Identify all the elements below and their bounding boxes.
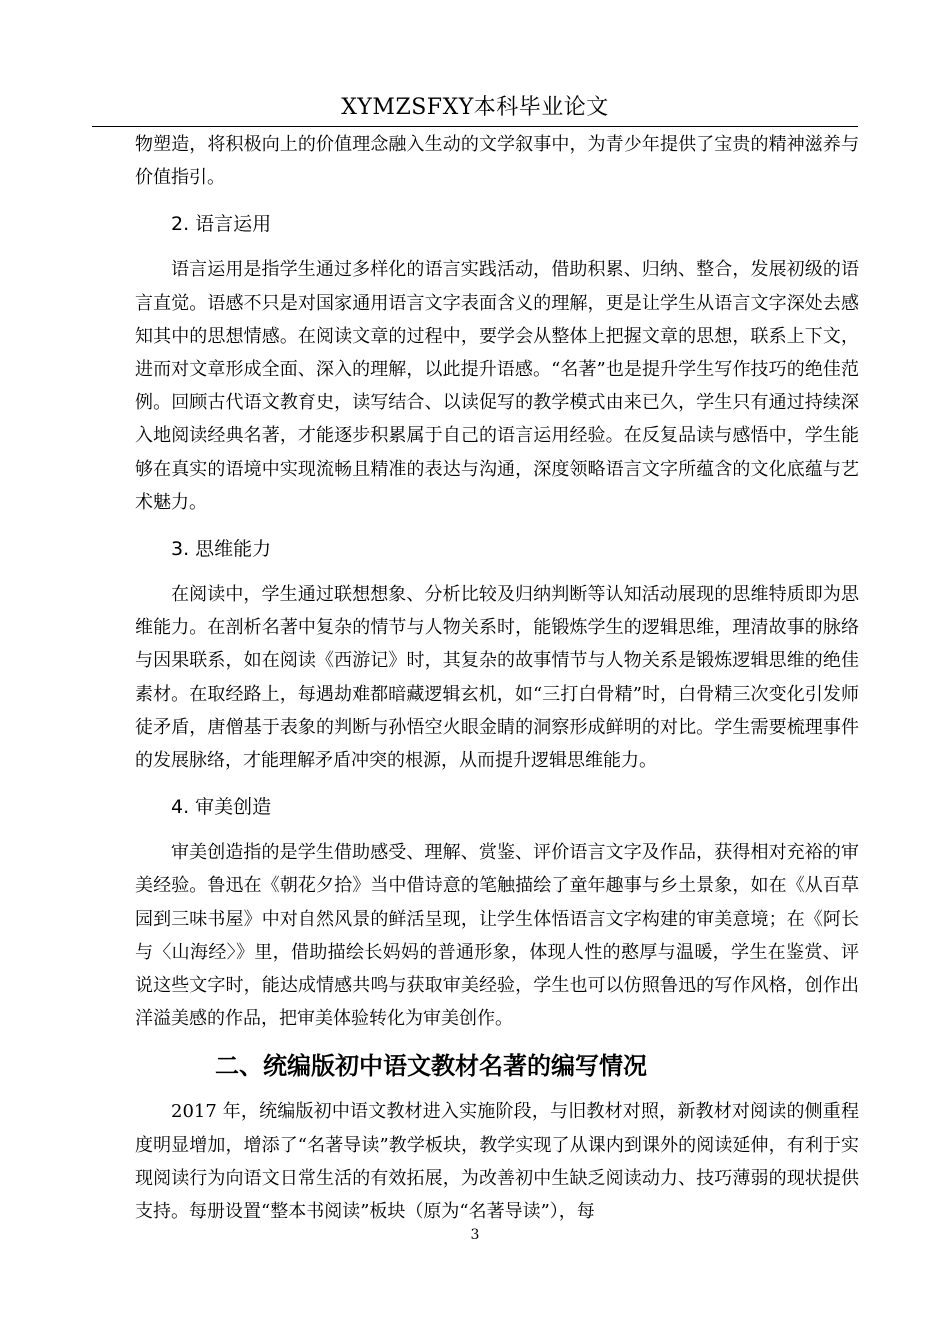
- page-content: [135, 128, 859, 1228]
- subheading-aesthetic-creation: 4. 审美创造: [171, 796, 272, 819]
- paragraph-language-use: 语言运用是指学生通过多样化的语言实践活动，借助积累、归纳、整合，发展初级的语言直觉。语感不只是对国家通用语言文字表面含义的理解，更是让学生从语言文字深处去感知其中的思想情感。在阅读文章的过程中，要学会从整体上把握文章的思想，联系上下文，进而对文章形成全面、深入的理解，以此提升语感。“名著”也是提升学生写作技巧的绝佳范例。回顾古代语文教育史，读写结合、以读促写的教学模式由来已久，学生只有通过持续深入地阅读经典名著，才能逐步积累属于自己的语言运用经验。在反复品读与感悟中，学生能够在真实的语境中实现流畅且精准的表达与沟通，深度领略语言文字所蕴含的文化底蕴与艺术魅力。: [135, 259, 859, 513]
- continued-paragraph: 物塑造，将积极向上的价值理念融入生动的文学叙事中，为青少年提供了宝贵的精神滋养与价值指引。: [135, 134, 859, 189]
- header-rule: [92, 126, 858, 127]
- subheading-language-use: 2. 语言运用: [171, 213, 272, 236]
- section-heading: 二、统编版初中语文教材名著的编写情况: [215, 1052, 647, 1081]
- page-number: 3: [470, 1227, 480, 1243]
- running-header: XYMZSFXY本科毕业论文: [341, 95, 609, 120]
- paragraph-thinking-ability: 在阅读中，学生通过联想想象、分析比较及归纳判断等认知活动展现的思维特质即为思维能力。在剖析名著中复杂的情节与人物关系时，能锻炼学生的逻辑思维，理清故事的脉络与因果联系，如在阅读《西游记》时，其复杂的故事情节与人物关系是锻炼逻辑思维的绝佳素材。在取经路上，每遇劫难都暗藏逻辑玄机，如“三打白骨精”时，白骨精三次变化引发师徒矛盾，唐僧基于表象的判断与孙悟空火眼金睛的洞察形成鲜明的对比。学生需要梳理事件的发展脉络，才能理解矛盾冲突的根源，从而提升逻辑思维能力。: [135, 584, 859, 772]
- paragraph-textbook-overview: 2017 年，统编版初中语文教材进入实施阶段，与旧教材对照，新教材对阅读的侧重程度明显增加，增添了“名著导读”教学板块，教学实现了从课内到课外的阅读延伸，有利于实现阅读行为向语文日常生活的有效拓展，为改善初中生缺乏阅读动力、技巧薄弱的现状提供支持。每册设置“整本书阅读”板块（原为“名著导读”），每: [135, 1101, 859, 1223]
- paragraph-aesthetic-creation: 审美创造指的是学生借助感受、理解、赏鉴、评价语言文字及作品，获得相对充裕的审美经验。鲁迅在《朝花夕拾》当中借诗意的笔触描绘了童年趣事与乡土景象，如在《从百草园到三味书屋》中对自然风景的鲜活呈现，让学生体悟语言文字构建的审美意境；在《阿长与〈山海经〉》里，借助描绘长妈妈的普通形象，体现人性的憨厚与温暖，学生在鉴赏、评说这些文字时，能达成情感共鸣与获取审美经验，学生也可以仿照鲁迅的写作风格，创作出洋溢美感的作品，把审美体验转化为审美创作。: [135, 842, 859, 1030]
- subheading-thinking-ability: 3. 思维能力: [171, 538, 272, 561]
